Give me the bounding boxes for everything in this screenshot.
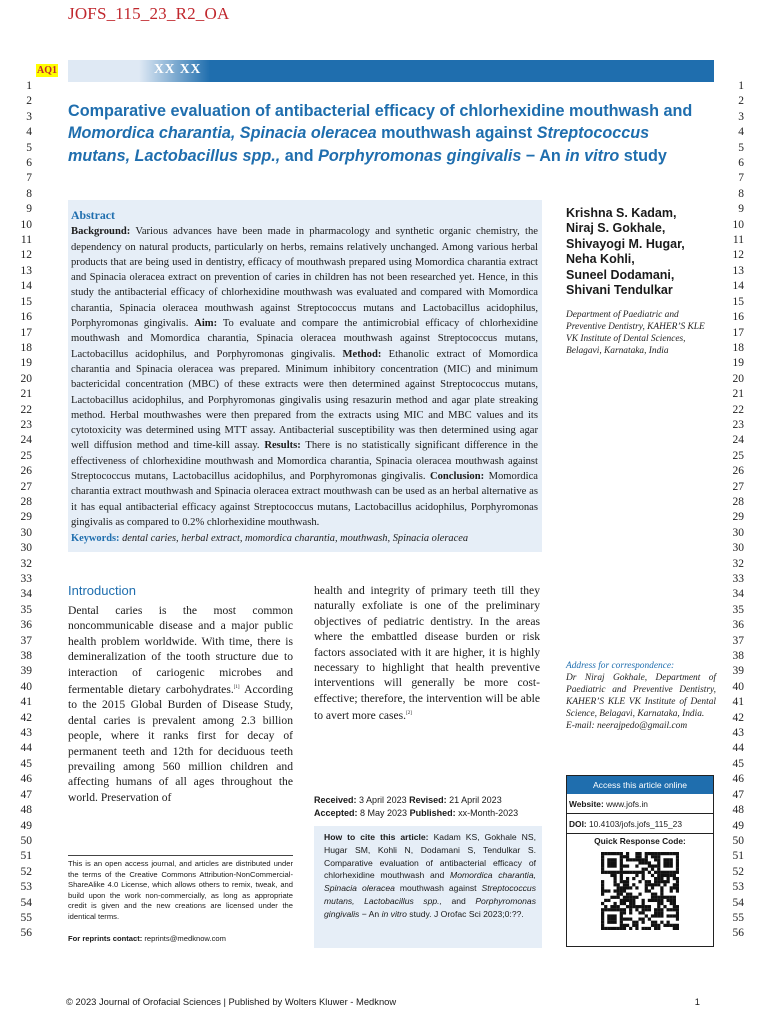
line-number: 26 (732, 465, 744, 478)
line-number: 16 (20, 311, 32, 324)
line-number: 49 (20, 819, 32, 832)
title-species: Porphyromonas gingivalis (318, 146, 522, 165)
line-number: 27 (732, 480, 744, 493)
line-number: 26 (20, 465, 32, 478)
results-label: Results: (264, 440, 301, 452)
line-number: 25 (20, 449, 32, 462)
author-name: Shivani Tendulkar (566, 283, 673, 298)
correspondence-email[interactable]: E-mail: neerajpedo@gmail.com (566, 721, 688, 732)
line-number: 8 (26, 187, 32, 200)
line-number: 23 (20, 418, 32, 431)
line-number: 2 (26, 95, 32, 108)
line-number: 14 (732, 280, 744, 293)
line-number: 34 (20, 588, 32, 601)
citation-text: mouthwash against (394, 883, 482, 894)
doi-row (567, 814, 713, 834)
page-footer (66, 996, 700, 1007)
line-number: 3 (738, 110, 744, 123)
results-text: There is no statistically significant difference in the effectiveness of chlorhexidine mouthwash and Momordica charantia, Spinacia oleracea mouthwash against Streptococcus mutans, Lactobacillus acidophilus, and Porphyromonas gingivalis. (71, 440, 538, 483)
author-list (566, 206, 716, 298)
line-number: 44 (20, 742, 32, 755)
background-label: Background: (71, 226, 131, 238)
reference-link[interactable]: [2] (406, 711, 412, 717)
article-title (68, 100, 694, 167)
line-number: 33 (20, 573, 32, 585)
line-number: 42 (20, 711, 32, 724)
title-species: Streptococcus mutans, Lactobacillus spp., (68, 124, 650, 165)
line-number: 11 (20, 234, 32, 247)
line-number: 10 (20, 218, 32, 231)
section-banner (68, 60, 714, 82)
accepted-label: Accepted: (314, 807, 358, 818)
line-number: 32 (732, 557, 744, 570)
reprints-label: For reprints contact: (68, 934, 143, 943)
line-number: 28 (20, 495, 32, 508)
line-number: 19 (20, 357, 32, 370)
line-number: 35 (732, 603, 744, 616)
footer-copyright: © 2023 Journal of Orofacial Sciences | Published by Wolters Kluwer - Medknow (66, 996, 397, 1007)
line-number: 29 (732, 511, 744, 524)
line-number: 50 (732, 834, 744, 847)
line-number: 30 (20, 526, 32, 539)
conclusion-label: Conclusion: (429, 471, 485, 483)
line-number: 30 (732, 526, 744, 539)
website-link[interactable]: www.jofs.in (606, 799, 648, 809)
author-affiliation: Department of Paediatric and Preventive Dentistry, KAHER’S KLE VK Institute of Dental Sciences, Belagavi, Karnataka, India (566, 310, 705, 357)
line-number: 56 (732, 927, 744, 940)
line-number: 53 (20, 881, 32, 894)
keywords-label: Keywords: (71, 533, 120, 544)
line-number: 7 (738, 172, 744, 185)
website-label: Website: (569, 799, 604, 809)
conclusion-text: Momordica charantia extract mouthwash and Spinacia oleracea extract mouthwash can be used as an herbal alternative as it has equal antibacterial efficacy against Streptococcus mutans, Lactobacillus acidophilus, Porphyromonas gingivalis as compared to 0.2% chlorhexidine mouthwash. (71, 471, 538, 528)
line-number: 16 (732, 311, 744, 324)
line-number: 24 (20, 434, 32, 447)
line-number: 32 (20, 557, 32, 570)
line-number: 12 (732, 249, 744, 262)
author-name: Krishna S. Kadam, (566, 206, 677, 220)
introduction-column-2 (314, 583, 540, 724)
line-number: 33 (732, 573, 744, 585)
accepted-date: 8 May 2023 (360, 807, 408, 818)
section-label: XX XX (154, 61, 202, 76)
title-text: mouthwash against (376, 124, 537, 143)
qr-code-icon[interactable] (601, 852, 679, 930)
line-number: 1 (26, 80, 32, 92)
qr-label: Quick Response Code: (594, 836, 686, 846)
line-number: 54 (732, 896, 744, 909)
line-number: 21 (20, 388, 32, 401)
doi-link[interactable]: 10.4103/jofs.jofs_115_23 (589, 819, 682, 829)
line-number: 51 (20, 850, 32, 863)
citation-italic: in vitro (381, 908, 407, 919)
title-text: and (280, 146, 319, 165)
line-number: 10 (732, 218, 744, 231)
correspondence-label: Address for correspondence: (566, 661, 675, 671)
line-number: 55 (20, 911, 32, 924)
line-number: 49 (732, 819, 744, 832)
line-number: 22 (732, 403, 744, 416)
line-number: 9 (26, 203, 32, 216)
line-number: 38 (732, 650, 744, 663)
line-number: 48 (732, 804, 744, 817)
line-number: 4 (738, 126, 744, 139)
author-name: Neha Kohli, (566, 252, 635, 267)
aim-text: To evaluate and compare the antimicrobial efficacy of chlorhexidine mouthwash and Momordica charantia, Spinacia oleracea mouthwash against Streptococcus mutans, Lactobacillus acidophilus, and Porphyromonas gingivalis. (71, 318, 538, 360)
correspondence-address: Dr Niraj Gokhale, Department of Paediatric and Preventive Dentistry, KAHER’S KLE VK Institute of Dental Science, Belagavi, Karnataka, India. (566, 673, 716, 720)
line-number: 18 (732, 341, 744, 354)
citation-label: How to cite this article: (324, 832, 429, 842)
published-label: Published: (409, 807, 456, 818)
license-notice: This is an open access journal, and articles are distributed under the terms of the Creative Commons Attribution-NonCommercial-ShareAlike 4.0 License, which allows others to remix, tweak, and build upon the work non-commercially, as long as appropriate credit is given and the new creations are licensed under the identical terms. (68, 855, 293, 923)
method-text: Ethanolic extract of Momordica charantia and Spinacia oleracea was prepared. Minimum inhibitory concentration (MIC) and minimum bactericidal concentration (MBC) of these extracts were then determined against Streptococcus mutans, Lactobacillus acidophilus, and Porphyromonas gingivalis using resazurin method and agar plate streaking method. Herbal mouthwashes were then prepared from the extracts using MIC and MBC values and its cytotoxicity was determined using MTT assay. Antibacterial susceptibility was then determined using agar well diffusion method and time-kill assay. (71, 348, 538, 452)
line-number: 34 (732, 588, 744, 601)
line-number: 3 (26, 110, 32, 123)
line-number: 17 (20, 326, 32, 339)
background-text: Various advances have been made in pharmacology and synthetic organic chemistry, the dependency on natural products, particularly on herbs, remains relatively unchanged. Among various herbal products that are being used in dentistry, efficacy of mouthwash prepared using Momordica charantia extract and Spinacia oleracea extract on prevention of caries in children has not been researched yet. Hence, in this study the antibacterial efficacy of chlorhexidine mouthwash was evaluated and compared with Momordica charantia, Spinacia oleracea mouthwash against Streptococcus mutans and Lactobacillus acidophilus, Porphyromonas gingivalis. (71, 226, 538, 330)
citation-italic: Streptococcus mutans, Lactobacillus spp., (324, 883, 536, 906)
received-date: 3 April 2023 (359, 795, 407, 805)
citation-italic: Porphyromonas gingivalis (324, 895, 536, 919)
revised-label: Revised: (409, 795, 447, 805)
intro-text: Dental caries is the most common noncommunicable disease and a major public health problem worldwide. With time, there is demineralization of the tooth structure due to interaction of cariogenic microbes and fermentable dietary carbohydrates. (68, 604, 293, 696)
website-row (567, 794, 713, 814)
line-number: 53 (732, 881, 744, 894)
method-label: Method: (342, 348, 382, 360)
manuscript-id: JOFS_115_23_R2_OA (68, 4, 230, 23)
line-number: 52 (20, 865, 32, 878)
keywords (71, 533, 468, 544)
line-number: 28 (732, 495, 744, 508)
citation-text: Kadam KS, Gokhale NS, Hugar SM, Kohli N, Dodamani S, Tendulkar S. Comparative evaluation of antibacterial efficacy of chlorhexidine mouthwash and (324, 832, 536, 881)
citation-box (314, 826, 542, 948)
line-number: 30 (732, 542, 744, 555)
abstract-body (68, 200, 542, 530)
line-number: 6 (738, 157, 744, 170)
line-number: 35 (20, 603, 32, 616)
line-number: 5 (738, 141, 744, 154)
line-number: 22 (20, 403, 32, 416)
line-number: 36 (20, 619, 32, 632)
line-number: 40 (732, 680, 744, 693)
line-number: 6 (26, 157, 32, 170)
introduction-heading: Introduction (68, 583, 136, 598)
line-number: 44 (732, 742, 744, 755)
reference-link[interactable]: [1] (233, 685, 240, 691)
line-numbers-left (6, 79, 32, 942)
line-number: 41 (732, 696, 744, 709)
line-number: 1 (738, 80, 744, 92)
abstract-heading: Abstract (71, 208, 115, 222)
line-number: 15 (732, 295, 744, 308)
title-italic: in vitro (565, 146, 620, 165)
line-number: 51 (732, 850, 744, 863)
author-query-tag[interactable]: AQ1 (37, 65, 57, 76)
line-number: 37 (732, 634, 744, 647)
line-number: 43 (20, 727, 32, 740)
aim-label: Aim: (194, 318, 218, 330)
line-number: 25 (732, 449, 744, 462)
author-name: Shivayogi M. Hugar, (566, 236, 685, 251)
line-number: 8 (738, 187, 744, 200)
reprints-contact (68, 934, 226, 943)
line-number: 13 (732, 264, 744, 277)
doi-label: DOI: (569, 819, 587, 829)
page-number: 1 (694, 996, 700, 1007)
line-number: 18 (20, 341, 32, 354)
citation-text: and (441, 895, 476, 906)
published-date: xx-Month-2023 (458, 807, 519, 818)
reprints-email[interactable]: reprints@medknow.com (144, 934, 226, 943)
correspondence-block (566, 660, 716, 733)
line-number: 46 (20, 773, 32, 786)
line-number: 45 (20, 757, 32, 770)
line-number: 27 (20, 480, 32, 493)
line-number: 45 (732, 757, 744, 770)
line-number: 30 (20, 542, 32, 555)
line-number: 42 (732, 711, 744, 724)
abstract-box (68, 200, 542, 552)
line-number: 29 (20, 511, 32, 524)
line-number: 54 (20, 896, 32, 909)
author-name: Niraj S. Gokhale, (566, 221, 666, 236)
title-text: study (619, 146, 667, 165)
revised-date: 21 April 2023 (449, 795, 502, 805)
line-number: 48 (20, 804, 32, 817)
line-number: 21 (732, 388, 744, 401)
line-number: 20 (20, 372, 32, 385)
line-number: 15 (20, 295, 32, 308)
line-number: 40 (20, 680, 32, 693)
intro-text: health and integrity of primary teeth till they naturally exfoliate is one of the preliminary objectives of pediatric dentistry. In the areas where the embattled disease burden or risk factors associated with it are higher, it is highly necessary to highlight that health preventive interventions will generally be more cost-effective; therefore, the intervention will be able to avert more cases. (314, 584, 540, 723)
line-number: 14 (20, 280, 32, 293)
line-number: 47 (20, 788, 32, 801)
line-number: 13 (20, 264, 32, 277)
line-number: 37 (20, 634, 32, 647)
line-number: 47 (732, 788, 744, 801)
line-number: 5 (26, 141, 32, 154)
title-species: Momordica charantia, Spinacia oleracea (68, 124, 377, 143)
received-label: Received: (314, 795, 357, 805)
access-online-box (566, 775, 714, 947)
line-numbers-right (718, 79, 744, 942)
line-number: 2 (738, 95, 744, 108)
author-name: Suneel Dodamani, (566, 267, 675, 282)
line-number: 20 (732, 372, 744, 385)
citation-text: study. J Orofac Sci 2023;0:??. (406, 908, 524, 919)
line-number: 43 (732, 727, 744, 740)
line-number: 9 (738, 203, 744, 216)
citation-italic: Momordica charantia, Spinacia oleracea (324, 870, 536, 894)
line-number: 39 (732, 665, 744, 678)
line-number: 38 (20, 650, 32, 663)
line-number: 23 (732, 418, 744, 431)
line-number: 50 (20, 834, 32, 847)
intro-text: According to the 2015 Global Burden of Disease Study, dental caries is prevalent among 2.3 billion people, where it ranks first for decay of permanent teeth and 12th for deciduous teeth prevailing among 560 million children and affecting humans of all ages throughout the world. Preservation of (68, 682, 293, 804)
line-number: 7 (26, 172, 32, 185)
keywords-text: dental caries, herbal extract, momordica charantia, mouthwash, Spinacia oleracea (122, 533, 469, 544)
line-number: 39 (20, 665, 32, 678)
line-number: 24 (732, 434, 744, 447)
article-dates (314, 794, 554, 820)
title-text: Comparative evaluation of antibacterial efficacy of chlorhexidine mouthwash and (68, 102, 693, 120)
line-number: 36 (732, 619, 744, 632)
line-number: 12 (20, 249, 32, 262)
line-number: 55 (732, 911, 744, 924)
line-number: 17 (732, 326, 744, 339)
introduction-column-1 (68, 603, 293, 805)
access-header: Access this article online (567, 776, 713, 794)
line-number: 4 (26, 126, 32, 139)
line-number: 46 (732, 773, 744, 786)
line-number: 19 (732, 357, 744, 370)
line-number: 56 (20, 927, 32, 940)
line-number: 11 (732, 234, 744, 247)
line-number: 41 (20, 696, 32, 709)
line-number: 52 (732, 865, 744, 878)
title-text: − An (521, 146, 566, 165)
citation-text: − An (359, 908, 382, 919)
